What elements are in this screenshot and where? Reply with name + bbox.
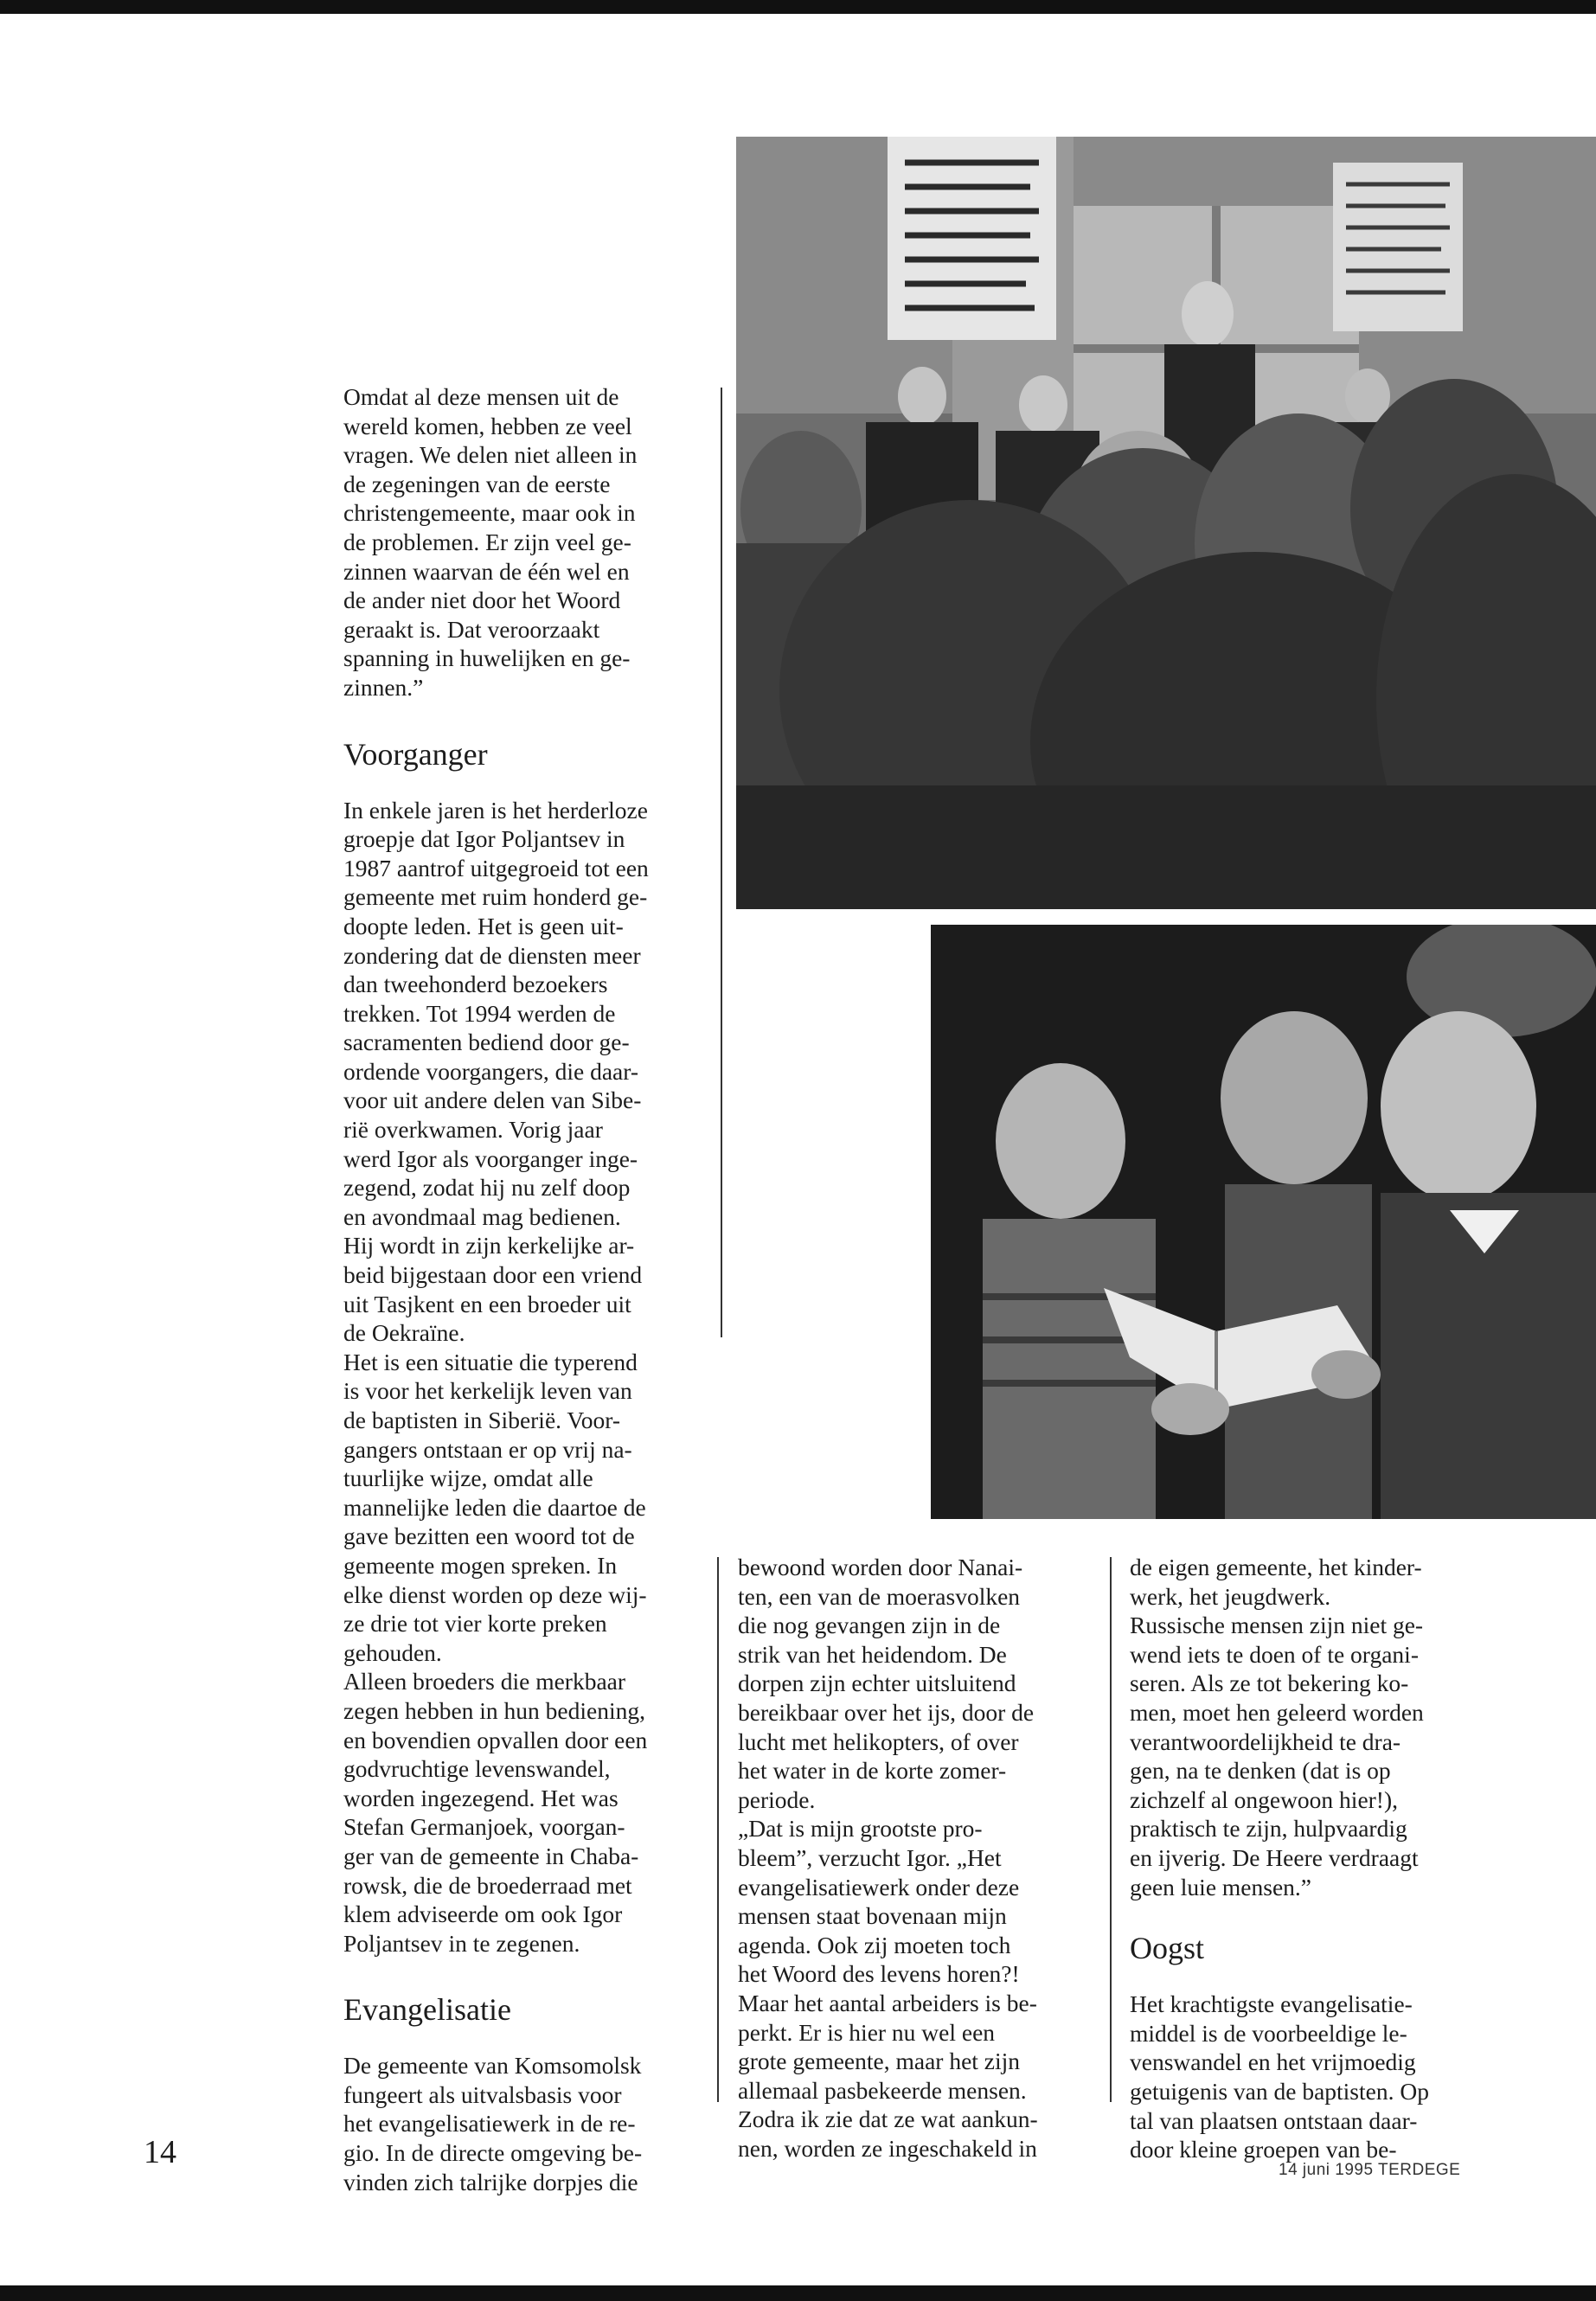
heading-oogst: Oogst	[1130, 1931, 1205, 1966]
scan-top-edge	[0, 0, 1596, 14]
photo-children-reading	[931, 925, 1596, 1519]
paragraph-oogst: Het krachtigste evangelisatie- middel is de voorbeeldige le- venswandel en het vrijmoedig getuigenis van de baptisten. Op tal van plaatsen ontstaan daar- door kleine groepen van be-	[1130, 1990, 1429, 2163]
paragraph-col3: de eigen gemeente, het kinder- werk, het jeugdwerk. Russische mensen zijn niet ge- wend iets te doen of te organi- seren. Als ze tot bekering ko- men, moet hen geleerd worden verantwoordelijkheid te dra- gen, na te denken (dat is op zichzelf al ongewoon hier!), praktisch te zijn, hulpvaardig en ijverig. De Heere verdraagt geen luie mensen.”	[1130, 1554, 1424, 1900]
page-number: 14	[144, 2134, 176, 2170]
heading-voorganger: Voorganger	[343, 736, 488, 772]
paragraph-col2: bewoond worden door Nanai- ten, een van de moerasvolken die nog gevangen zijn in de strik van het heidendom. De dorpen zijn echter uitsluitend bereikbaar over het ijs, door de lucht met helikopters, of over het water in de korte zomer- periode. „Dat is mijn grootste pro- bleem”, verzucht Igor. „Het evangelisatiewerk onder deze mensen staat bovenaan mijn agenda. Ook zij moeten toch het Woord des levens horen?! Maar het aantal arbeiders is be- perkt. Er is hier nu wel een grote gemeente, maar het zijn allemaal pasbekeerde mensen. Zodra ik zie dat ze wat aankun- nen, worden ze ingeschakeld in	[738, 1554, 1038, 2162]
paragraph-voorganger: In enkele jaren is het herderloze groepje dat Igor Poljantsev in 1987 aantrof uitgegroeid tot een gemeente met ruim honderd ge- doopte leden. Het is geen uit- zondering dat de diensten meer dan tweehonderd bezoekers trekken. Tot 1994 werden de sacramenten bediend door ge- ordende voorgangers, die daar- voor uit andere delen van Sibe- rië overkwamen. Vorig jaar werd Igor als voorganger inge- zegend, zodat hij nu zelf doop en avondmaal mag bedienen. Hij wordt in zijn kerkelijke ar- beid bijgestaan door een vriend uit Tasjkent en een broeder uit de Oekraïne. Het is een situatie die typerend is voor het kerkelijk leven van de baptisten in Siberië. Voor- gangers ontstaan er op vrij na- tuurlijke wijze, omdat alle mannelijke leden die daartoe de gave bezitten een woord tot de gemeente mogen spreken. In elke dienst worden op deze wij- ze drie tot vier korte preken gehouden. Alleen broeders die merkbaar zegen hebben in hun bediening, en bovendien opvallen door een godvruchtige levenswandel, worden ingezegend. Het was Stefan Germanjoek, voorgan- ger van de gemeente in Chaba- rowsk, die de broederraad met klem adviseerde om ook Igor Poljantsev in te zegenen.	[343, 796, 649, 1957]
heading-evangelisatie: Evangelisatie	[343, 1992, 511, 2028]
photo-congregation-meeting	[736, 137, 1596, 909]
article-column-2	[738, 1553, 1093, 2163]
column-rule-2	[717, 1557, 719, 2102]
article-column-3	[1130, 1553, 1493, 2164]
paragraph-intro: Omdat al deze mensen uit de wereld komen, hebben ze veel vragen. We delen niet alleen in de zegeningen van de eerste christengemeente, maar ook in de problemen. Er zijn veel ge- zinnen waarvan de één wel en de ander niet door het Woord geraakt is. Dat veroorzaakt spanning in huwelijken en ge- zinnen.”	[343, 383, 638, 701]
article-column-1	[343, 382, 715, 2196]
column-rule-3	[1110, 1557, 1112, 2102]
scan-bottom-edge	[0, 2285, 1596, 2301]
paragraph-evangelisatie: De gemeente van Komsomolsk fungeert als uitvalsbasis voor het evangelisatiewerk in de re- gio. In de directe omgeving be- vinden zich talrijke dorpjes die	[343, 2052, 643, 2195]
photo-congregation-graphic	[736, 137, 1596, 909]
photo-children-graphic	[931, 925, 1596, 1519]
column-rule-1	[721, 388, 722, 1337]
footer-date-magazine: 14 juni 1995 TERDEGE	[1279, 2161, 1461, 2179]
